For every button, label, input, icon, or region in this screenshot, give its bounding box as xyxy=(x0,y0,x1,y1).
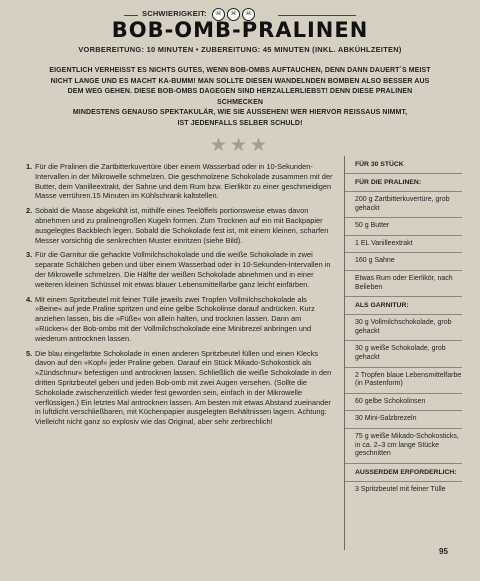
skull-icon: ☠ xyxy=(212,8,225,21)
step-text: Sobald die Masse abgekühlt ist, mithilfe eines Teelöffels portionsweise etwas davon abnehmen und zu pralinengroßen Kugeln formen. Zum Trocknen auf ein mit Backpapier ausgelegtes Backblech legen. Sobald die Schokolade fest ist, mit einem kleinen, scharfen Messer vorsichtig die senkrechten Muster einritzen (siehe Bild). xyxy=(35,206,329,245)
equipment-heading: AUSSERDEM ERFORDERLICH: xyxy=(345,464,462,482)
ingredient-item: 30 g Vollmilchschokolade, grob gehackt xyxy=(345,315,462,341)
intro-line: NICHT LANGE UND ES MACHT KA-BUMM! MAN SOLLTE DIESEN WANDELNDEN BOMBEN ALSO BESSER AUS xyxy=(50,77,430,85)
star-rating: ★★★ xyxy=(209,135,271,156)
step-number: 2. xyxy=(26,206,33,216)
step-text: Mit einem Spritzbeutel mit feiner Tülle jeweils zwei Tropfen Vollmilchschokolade als »Beine« auf jede Praline spritzen und eine gelbe Schokolinse darauf andrücken. Kurz anziehen lassen, bis die »Füße« von allein halten, und trocknen lassen. Dann am »Rücken« der Bob-ombs mit der Vollmilchschokolade eine Minibrezel anbringen und wiederum antrocknen lassen. xyxy=(35,294,315,343)
step-text: Für die Pralinen die Zartbitterkuvertüre über einem Wasserbad oder in 10-Sekunden-Intervallen in der Mikrowelle schmelzen. Die geschmolzene Schokolade zusammen mit der Butter, dem Vanilleextrakt, der Sahne und dem Rum bzw. Eierlikör zu einer geschmeidigen Masse verrühren.15 Minuten im Kühlschrank kaltstellen. xyxy=(35,162,333,201)
intro-line: MINDESTENS GENAUSO SPEKTAKULÄR, WIE SIE AUSSEHEN! WER HIERVOR REISSAUS NIMMT, xyxy=(72,109,408,116)
intro-line: IST JEDENFALLS SELBER SCHULD! xyxy=(177,119,303,127)
garnitur-heading: ALS GARNITUR: xyxy=(345,297,462,315)
ingredient-item: 1 EL Vanilleextrakt xyxy=(345,236,462,254)
prep-times: VORBEREITUNG: 10 MINUTEN • ZUBEREITUNG: 45 MINUTEN (INKL. ABKÜHLZEITEN) xyxy=(78,45,402,54)
instruction-list xyxy=(26,162,334,432)
ingredient-item: 3 Spritzbeutel mit feiner Tülle xyxy=(355,485,446,493)
difficulty-label: SCHWIERIGKEIT: xyxy=(142,9,207,18)
pralinen-heading: FÜR DIE PRALINEN: xyxy=(345,174,462,192)
step-number: 5. xyxy=(26,348,33,358)
instruction-step xyxy=(26,295,334,344)
page-title: BOB-OMB-PRALINEN xyxy=(111,18,369,42)
ingredient-item: 2 Tropfen blaue Lebensmittelfarbe (in Pastenform) xyxy=(345,368,462,394)
step-number: 3. xyxy=(26,250,33,260)
ingredient-item: 30 g weiße Schokolade, grob gehackt xyxy=(345,341,462,367)
intro-line: DEM WEG GEHEN. DIESE BOB-OMBS DAGEGEN SIND HERZALLERLIEBST! DENN DIESE PRALINEN SCHMECKEN xyxy=(67,88,413,106)
ingredient-item: Etwas Rum oder Eierlikör, nach Belieben xyxy=(345,271,462,297)
ingredient-item: 30 Mini-Salzbrezeln xyxy=(345,411,462,429)
step-number: 1. xyxy=(26,162,33,171)
ingredient-item: 200 g Zartbitterkuvertüre, grob gehackt xyxy=(345,192,462,218)
divider xyxy=(124,15,138,16)
intro-line: EIGENTLICH VERHEISST ES NICHTS GUTES, WENN BOB-OMBS AUFTAUCHEN, DENN DANN DAUERT´S MEIST xyxy=(49,67,431,74)
servings-heading: FÜR 30 STÜCK xyxy=(345,156,462,174)
ingredient-item: 75 g weiße Mikado-Schokosticks, in ca. 2–3 cm lange Stücke geschnitten xyxy=(345,429,462,464)
instruction-step xyxy=(26,206,334,245)
step-number: 4. xyxy=(26,294,33,304)
ingredient-item: 160 g Sahne xyxy=(345,253,462,271)
ingredient-item: 60 gelbe Schokolinsen xyxy=(345,394,462,412)
instruction-step xyxy=(26,349,334,427)
ingredient-item: 50 g Butter xyxy=(345,218,462,236)
page-number: 95 xyxy=(439,547,448,556)
intro-text xyxy=(44,66,436,129)
ingredients-sidebar xyxy=(344,156,462,550)
skull-icon: ☠ xyxy=(242,8,255,21)
instruction-step xyxy=(26,250,334,289)
skull-icon: ☠ xyxy=(227,8,240,21)
divider xyxy=(278,15,356,16)
step-text: Für die Garnitur die gehackte Vollmilchschokolade und die weiße Schokolade in zwei separate Schälchen geben und über einem Wasserbad oder in 10-Sekunden-Intervallen in der Mikrowelle schmelzen. Die Hälfte der weißen Schokolade abnehmen und in einer weiteren kleinen Schüssel mit etwas blauer Lebensmittelfarbe ganz leicht einfärben. xyxy=(35,250,331,289)
instruction-step xyxy=(26,162,334,201)
step-text: Die blau eingefärbte Schokolade in einen anderen Spritzbeutel füllen und einen Klecks davon auf den »Kopf« jeder Praline geben. Darauf ein Stück Mikado-Schokostick als »Zündschnur« befestigen und antrocknen lassen. Schließlich die weiße Schokolade in den dritten Spritzbeutel geben und jeden Bob-omb mit zwei Augen versehen. (Sollte die Schokolade zwischenzeitlich wieder fest geworden sein, einfach in der Mikrowelle verflüssigen.) Ein letztes Mal antrocknen lassen. Am besten mit etwas Abstand zueinander in luftdicht verschließbaren, mit Küchenpapier ausgelegten Behältnissen lagern. Achtung: Vielleicht nicht ganz so explosiv wie das Original, aber sehr zerbrechlich! xyxy=(35,348,332,427)
